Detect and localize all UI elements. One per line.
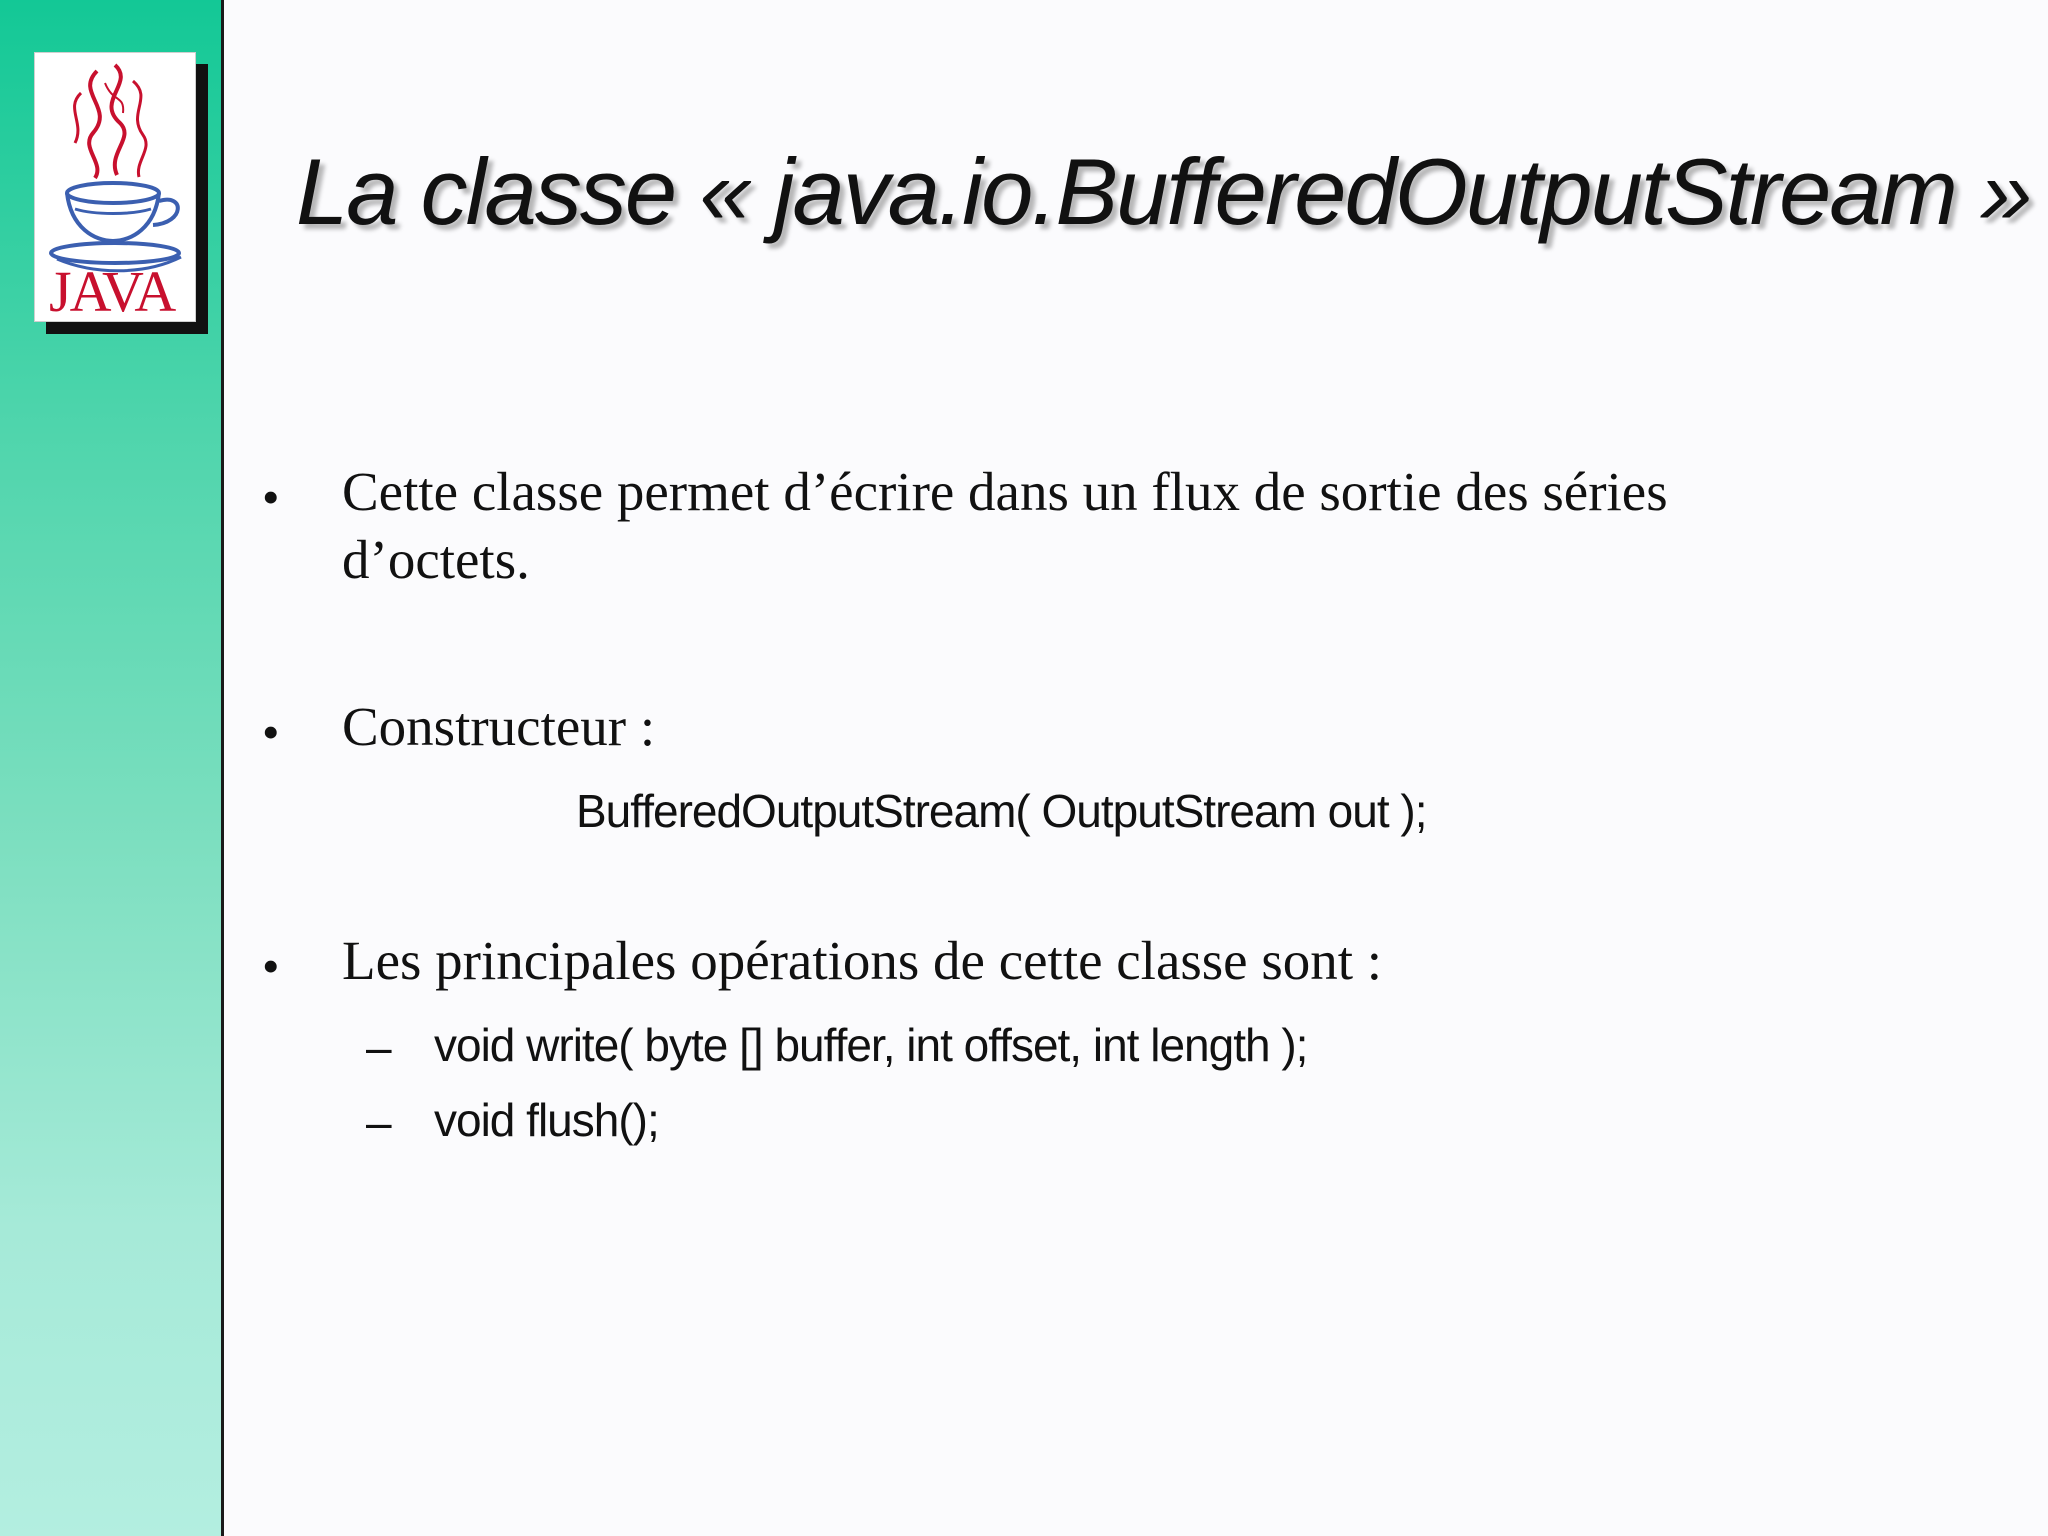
bullet-1-line-1: Cette classe permet d’écrire dans un flux de sortie des séries xyxy=(342,461,1668,522)
java-wordmark: JAVA xyxy=(49,259,175,321)
bullet-3-symbol: • xyxy=(262,938,280,994)
java-coffee-cup-logo-icon xyxy=(35,53,195,321)
subitem-1-symbol: – xyxy=(366,1021,392,1073)
subitem-1-text: void write( byte [] buffer, int offset, int length ); xyxy=(434,1019,1308,1071)
java-logo xyxy=(34,52,196,322)
slide-title: La classe « java.io.BufferedOutputStream » xyxy=(296,139,2031,244)
bullet-3-line-1: Les principales opérations de cette classe sont : xyxy=(342,930,1383,991)
bullet-2-line-1: Constructeur : xyxy=(342,696,656,757)
bullet-1-symbol: • xyxy=(262,469,280,525)
constructor-signature: BufferedOutputStream( OutputStream out ); xyxy=(576,785,1427,837)
bullet-2-symbol: • xyxy=(262,704,280,760)
subitem-2-symbol: – xyxy=(366,1096,392,1148)
subitem-2-text: void flush(); xyxy=(434,1094,659,1146)
bullet-1-line-2: d’octets. xyxy=(342,529,530,590)
